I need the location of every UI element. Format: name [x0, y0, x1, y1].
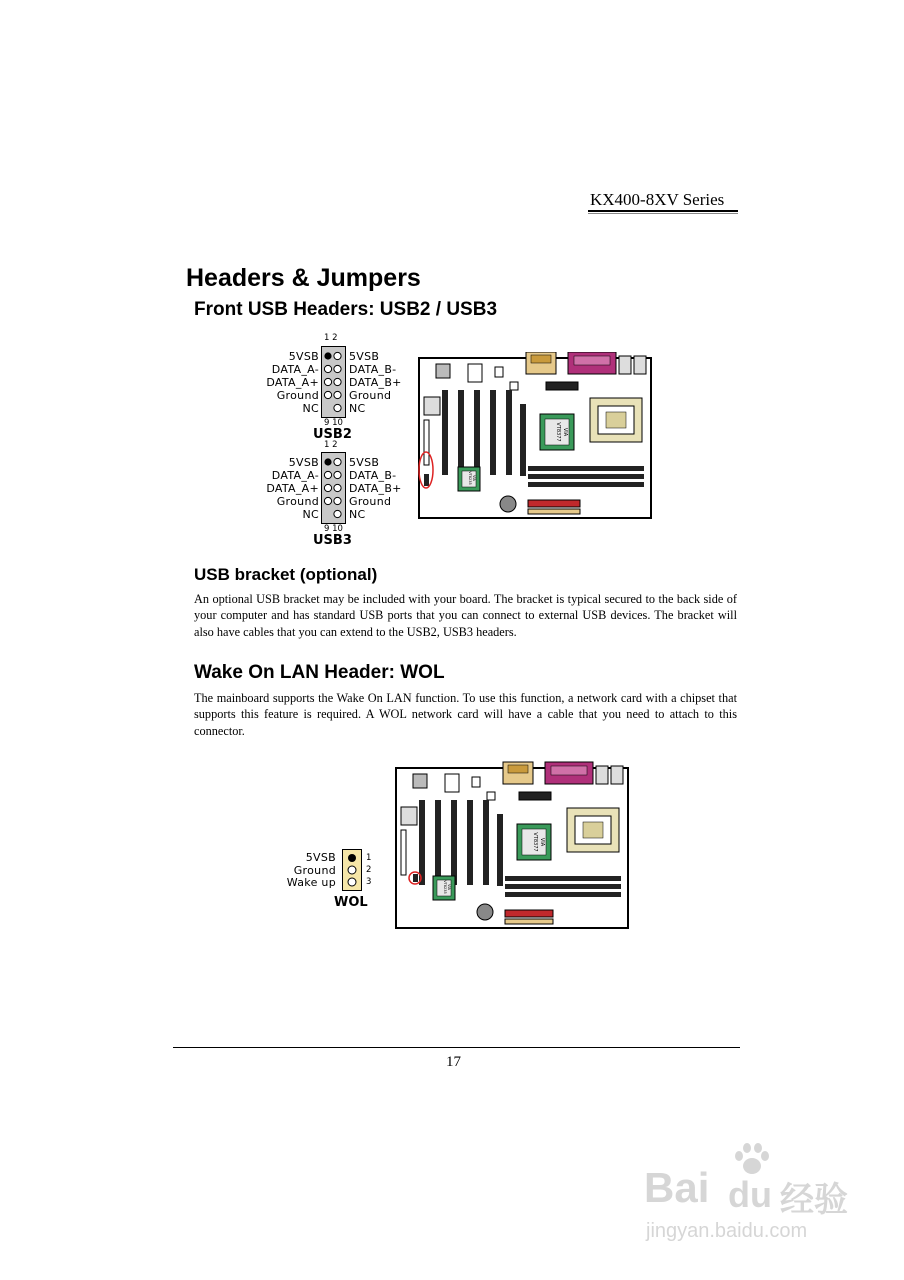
- usb3-left-pin5: DATA_A+: [266, 482, 319, 495]
- usb3-label: USB3: [313, 533, 352, 548]
- watermark-url: jingyan.baidu.com: [646, 1220, 808, 1242]
- usb-pinout-diagram: [258, 332, 418, 552]
- header-rule: [588, 210, 738, 212]
- wol-pin3-label: Wake up: [286, 876, 336, 889]
- usb2-right-pin8: Ground: [349, 389, 392, 402]
- usb2-left-pin1: 5VSB: [288, 350, 319, 363]
- wol-pin3-number: 3: [366, 877, 372, 887]
- motherboard-diagram-wol: [395, 760, 631, 930]
- usb-headers-heading: Front USB Headers: USB2 / USB3: [194, 299, 498, 320]
- wol-pin1-label: 5VSB: [305, 851, 336, 864]
- page-heading: Headers & Jumpers: [186, 264, 421, 292]
- usb3-left-pin7: Ground: [276, 495, 319, 508]
- usb2-bottom-pins: 9 10: [324, 418, 343, 428]
- usb3-right-pin6: DATA_B+: [349, 482, 402, 495]
- south-bridge-brand: VIA: [472, 475, 476, 481]
- usb2-top-pins: 1 2: [324, 333, 338, 343]
- series-title: KX400-8XV Series: [590, 190, 725, 209]
- south-bridge-label: VT8235: [468, 471, 472, 485]
- header-rule-shadow: [588, 213, 738, 214]
- usb2-left-pin3: DATA_A-: [271, 363, 319, 376]
- wol-paragraph: The mainboard supports the Wake On LAN function. To use this function, a network card with a chipset that supports this feature is required. A WOL network card will have a cable that you need to attach to this connector.: [194, 691, 737, 738]
- usb3-top-pins: 1 2: [324, 440, 338, 450]
- usb2-label: USB2: [313, 427, 352, 442]
- usb2-right-pin2: 5VSB: [349, 350, 380, 363]
- usb3-left-pin1: 5VSB: [288, 456, 319, 469]
- wol-pin2-number: 2: [366, 865, 372, 875]
- baidu-watermark: [640, 1140, 890, 1250]
- south-bridge-brand-2: VIA: [447, 884, 451, 890]
- usb3-bottom-pins: 9 10: [324, 524, 343, 534]
- north-bridge-label: VT8377: [555, 422, 561, 442]
- usb2-left-pin7: Ground: [276, 389, 319, 402]
- south-bridge-label-2: VT8235: [443, 880, 447, 894]
- usb3-right-pin8: Ground: [349, 495, 392, 508]
- watermark-brand: Bai: [644, 1164, 710, 1211]
- usb3-pins: [321, 452, 345, 524]
- usb-bracket-heading: USB bracket (optional): [194, 565, 378, 584]
- watermark-cn: 经验: [780, 1181, 848, 1219]
- usb2-pins: [321, 346, 345, 418]
- usb3-left-pin3: DATA_A-: [271, 469, 319, 482]
- usb2-right-pin6: DATA_B+: [349, 376, 402, 389]
- wol-pin2-label: Ground: [293, 864, 336, 877]
- usb2-left-pin5: DATA_A+: [266, 376, 319, 389]
- north-bridge-brand-2: VIA: [539, 837, 545, 847]
- usb2-right-pin4: DATA_B-: [349, 363, 397, 376]
- usb3-right-pin4: DATA_B-: [349, 469, 397, 482]
- page-number: 17: [446, 1054, 461, 1070]
- north-bridge-brand: VIA: [562, 427, 568, 437]
- north-bridge-label-2: VT8377: [532, 832, 538, 852]
- footer-rule: [173, 1047, 740, 1048]
- usb3-right-pin2: 5VSB: [349, 456, 380, 469]
- usb2-right-pin10: NC: [349, 402, 366, 415]
- wol-pins: [342, 849, 362, 891]
- usb2-left-pin9: NC: [302, 402, 319, 415]
- wol-pinout-diagram: [280, 846, 380, 916]
- wol-label: WOL: [334, 895, 368, 910]
- usb3-left-pin9: NC: [302, 508, 319, 521]
- wol-pin1-number: 1: [366, 853, 372, 863]
- paw-icon: [732, 1142, 772, 1176]
- wol-heading: Wake On LAN Header: WOL: [194, 662, 445, 683]
- usb3-right-pin10: NC: [349, 508, 366, 521]
- motherboard-diagram-usb: [418, 352, 654, 520]
- watermark-brand2: du: [728, 1174, 772, 1215]
- usb-bracket-paragraph: An optional USB bracket may be included with your board. The bracket is typical secured to the back side of your computer and has standard USB ports that you can connect to external USB devices. The bracket will also have cables that you can extend to the USB2, USB3 headers.: [194, 592, 737, 639]
